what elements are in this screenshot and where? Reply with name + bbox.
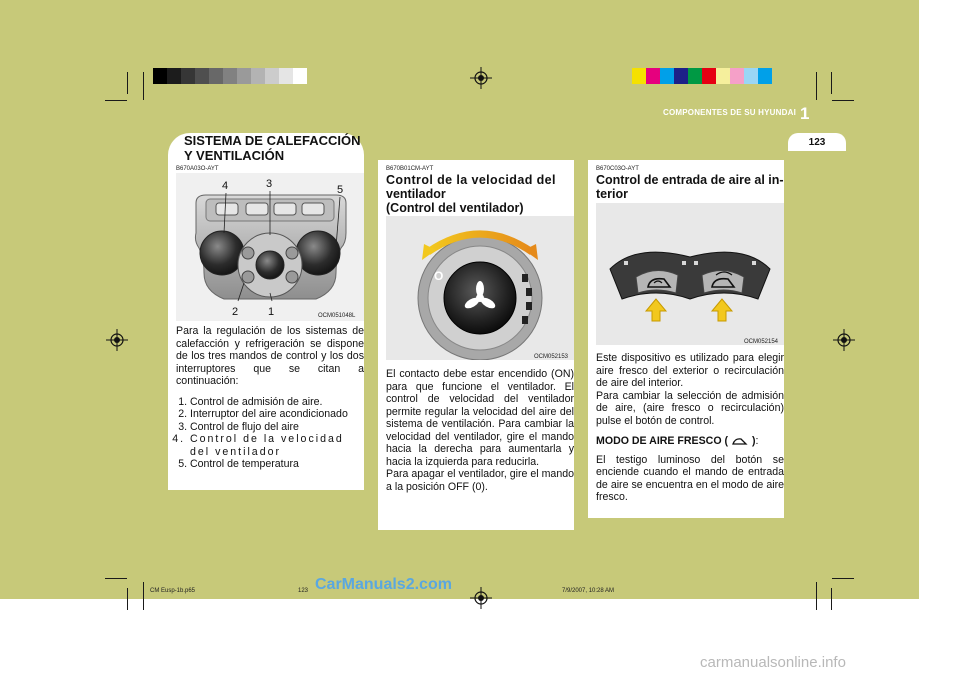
crop-mark bbox=[832, 100, 854, 101]
figure-code: OCM051048L bbox=[318, 313, 356, 319]
fan-speed-paragraph: El contacto debe estar encendido (ON) para que funcione el ventilador. El control de velocidad del ventilador permite regular la velocidad del aire del sistema de ventilación. Para cambiar la velocidad del ventilador, gire el mando hacia la derecha para aumentarla y hacia la izquierda para reducirla. bbox=[386, 368, 574, 468]
section-title-line2: Y VENTILACIÓN bbox=[184, 148, 285, 163]
intake-paragraph-3: El testigo luminoso del botón se enciende cuando el mando de entrada de aire se encuentra en el modo de aire fresco. bbox=[596, 453, 784, 503]
watermark: CarManuals2.com bbox=[315, 576, 452, 593]
crop-mark bbox=[127, 588, 128, 610]
mode-suffix: ) bbox=[751, 435, 756, 447]
footer-page: 123 bbox=[298, 588, 309, 594]
crop-mark bbox=[143, 72, 144, 100]
gray-calibration-bar bbox=[153, 68, 307, 84]
air-intake-heading bbox=[596, 173, 784, 201]
callout-1: 1 bbox=[268, 306, 275, 318]
section-code: B670C03O-AYT bbox=[596, 166, 639, 172]
fan-speed-heading bbox=[386, 173, 574, 215]
column-3-text bbox=[596, 352, 784, 504]
registration-mark-icon bbox=[470, 67, 492, 89]
list-item: 1. Control de admisión de aire. bbox=[190, 396, 364, 409]
site-watermark: carmanualsonline.info bbox=[700, 654, 846, 671]
list-item: 2. Interruptor del aire acondicionado bbox=[190, 408, 364, 421]
air-intake-figure bbox=[596, 203, 784, 345]
section-title bbox=[184, 133, 364, 163]
crop-mark bbox=[105, 100, 127, 101]
fan-knob-figure bbox=[386, 216, 574, 360]
section-code: B670B01CM-AYT bbox=[386, 166, 434, 172]
crop-mark bbox=[127, 72, 128, 94]
air-intake-illustration bbox=[596, 203, 784, 345]
crop-mark bbox=[831, 72, 832, 94]
callout-3: 3 bbox=[266, 178, 273, 190]
figure-code: OCM052154 bbox=[744, 339, 779, 345]
mode-colon: : bbox=[755, 435, 759, 447]
chapter-number: 1 bbox=[800, 104, 810, 123]
fresh-air-mode-heading bbox=[596, 435, 784, 448]
list-item: 3. Control de flujo del aire bbox=[190, 421, 364, 434]
mode-prefix: MODO DE AIRE FRESCO ( bbox=[596, 435, 729, 447]
crop-mark bbox=[816, 582, 817, 610]
list-item: 4. Control de la velocidad del ventilador bbox=[190, 433, 364, 458]
figure-code: OCM052153 bbox=[534, 354, 569, 360]
crop-mark bbox=[105, 578, 127, 579]
control-panel-illustration bbox=[176, 173, 364, 321]
crop-mark bbox=[143, 582, 144, 610]
control-panel-figure bbox=[176, 173, 364, 321]
footer-file: CM Eusp-1b.p65 bbox=[150, 588, 196, 594]
column-2-text bbox=[386, 368, 574, 493]
registration-mark-icon bbox=[833, 329, 855, 351]
column-1-text bbox=[176, 325, 364, 471]
crop-mark bbox=[816, 72, 817, 100]
fan-off-paragraph: Para apagar el ventilador, gire el mando a la posición OFF (0). bbox=[386, 468, 574, 493]
registration-mark-icon bbox=[470, 587, 492, 609]
intake-paragraph-1: Este dispositivo es utilizado para elegir aire fresco del exterior o recirculación de aire del interior. bbox=[596, 352, 784, 389]
heading-line: (Control del ventilador) bbox=[386, 201, 524, 215]
fresh-air-icon bbox=[731, 436, 749, 446]
crop-mark bbox=[831, 588, 832, 610]
heading-line: Control de la velocidad del bbox=[386, 173, 556, 187]
page-number: 123 bbox=[808, 137, 826, 148]
callout-2: 2 bbox=[232, 306, 239, 318]
off-label: O bbox=[434, 269, 444, 283]
section-code: B670A03O-AYT bbox=[176, 166, 219, 172]
footer-date: 7/9/2007, 10:28 AM bbox=[562, 588, 615, 594]
intake-paragraph-2: Para cambiar la selección de admisión de aire, (aire fresco o recirculación) pulse el botón de control. bbox=[596, 389, 784, 427]
callout-5: 5 bbox=[337, 184, 344, 196]
section-title-line1: SISTEMA DE CALEFACCIÓN bbox=[184, 133, 361, 148]
section-label: COMPONENTES DE SU HYUNDAI bbox=[662, 108, 796, 117]
callout-4: 4 bbox=[222, 180, 229, 192]
heading-line: ventilador bbox=[386, 187, 446, 201]
list-item: 5. Control de temperatura bbox=[190, 458, 364, 471]
heading-line: terior bbox=[596, 187, 628, 201]
controls-list bbox=[176, 396, 364, 471]
intro-paragraph: Para la regulación de los sistemas de calefacción y refrigeración se dispone de los tres mandos de control y los dos interruptores que se citan a continuación: bbox=[176, 325, 364, 387]
fan-knob-illustration bbox=[386, 216, 574, 360]
color-calibration-bar bbox=[632, 68, 772, 84]
registration-mark-icon bbox=[106, 329, 128, 351]
heading-line: Control de entrada de aire al in- bbox=[596, 173, 784, 187]
crop-mark bbox=[832, 578, 854, 579]
